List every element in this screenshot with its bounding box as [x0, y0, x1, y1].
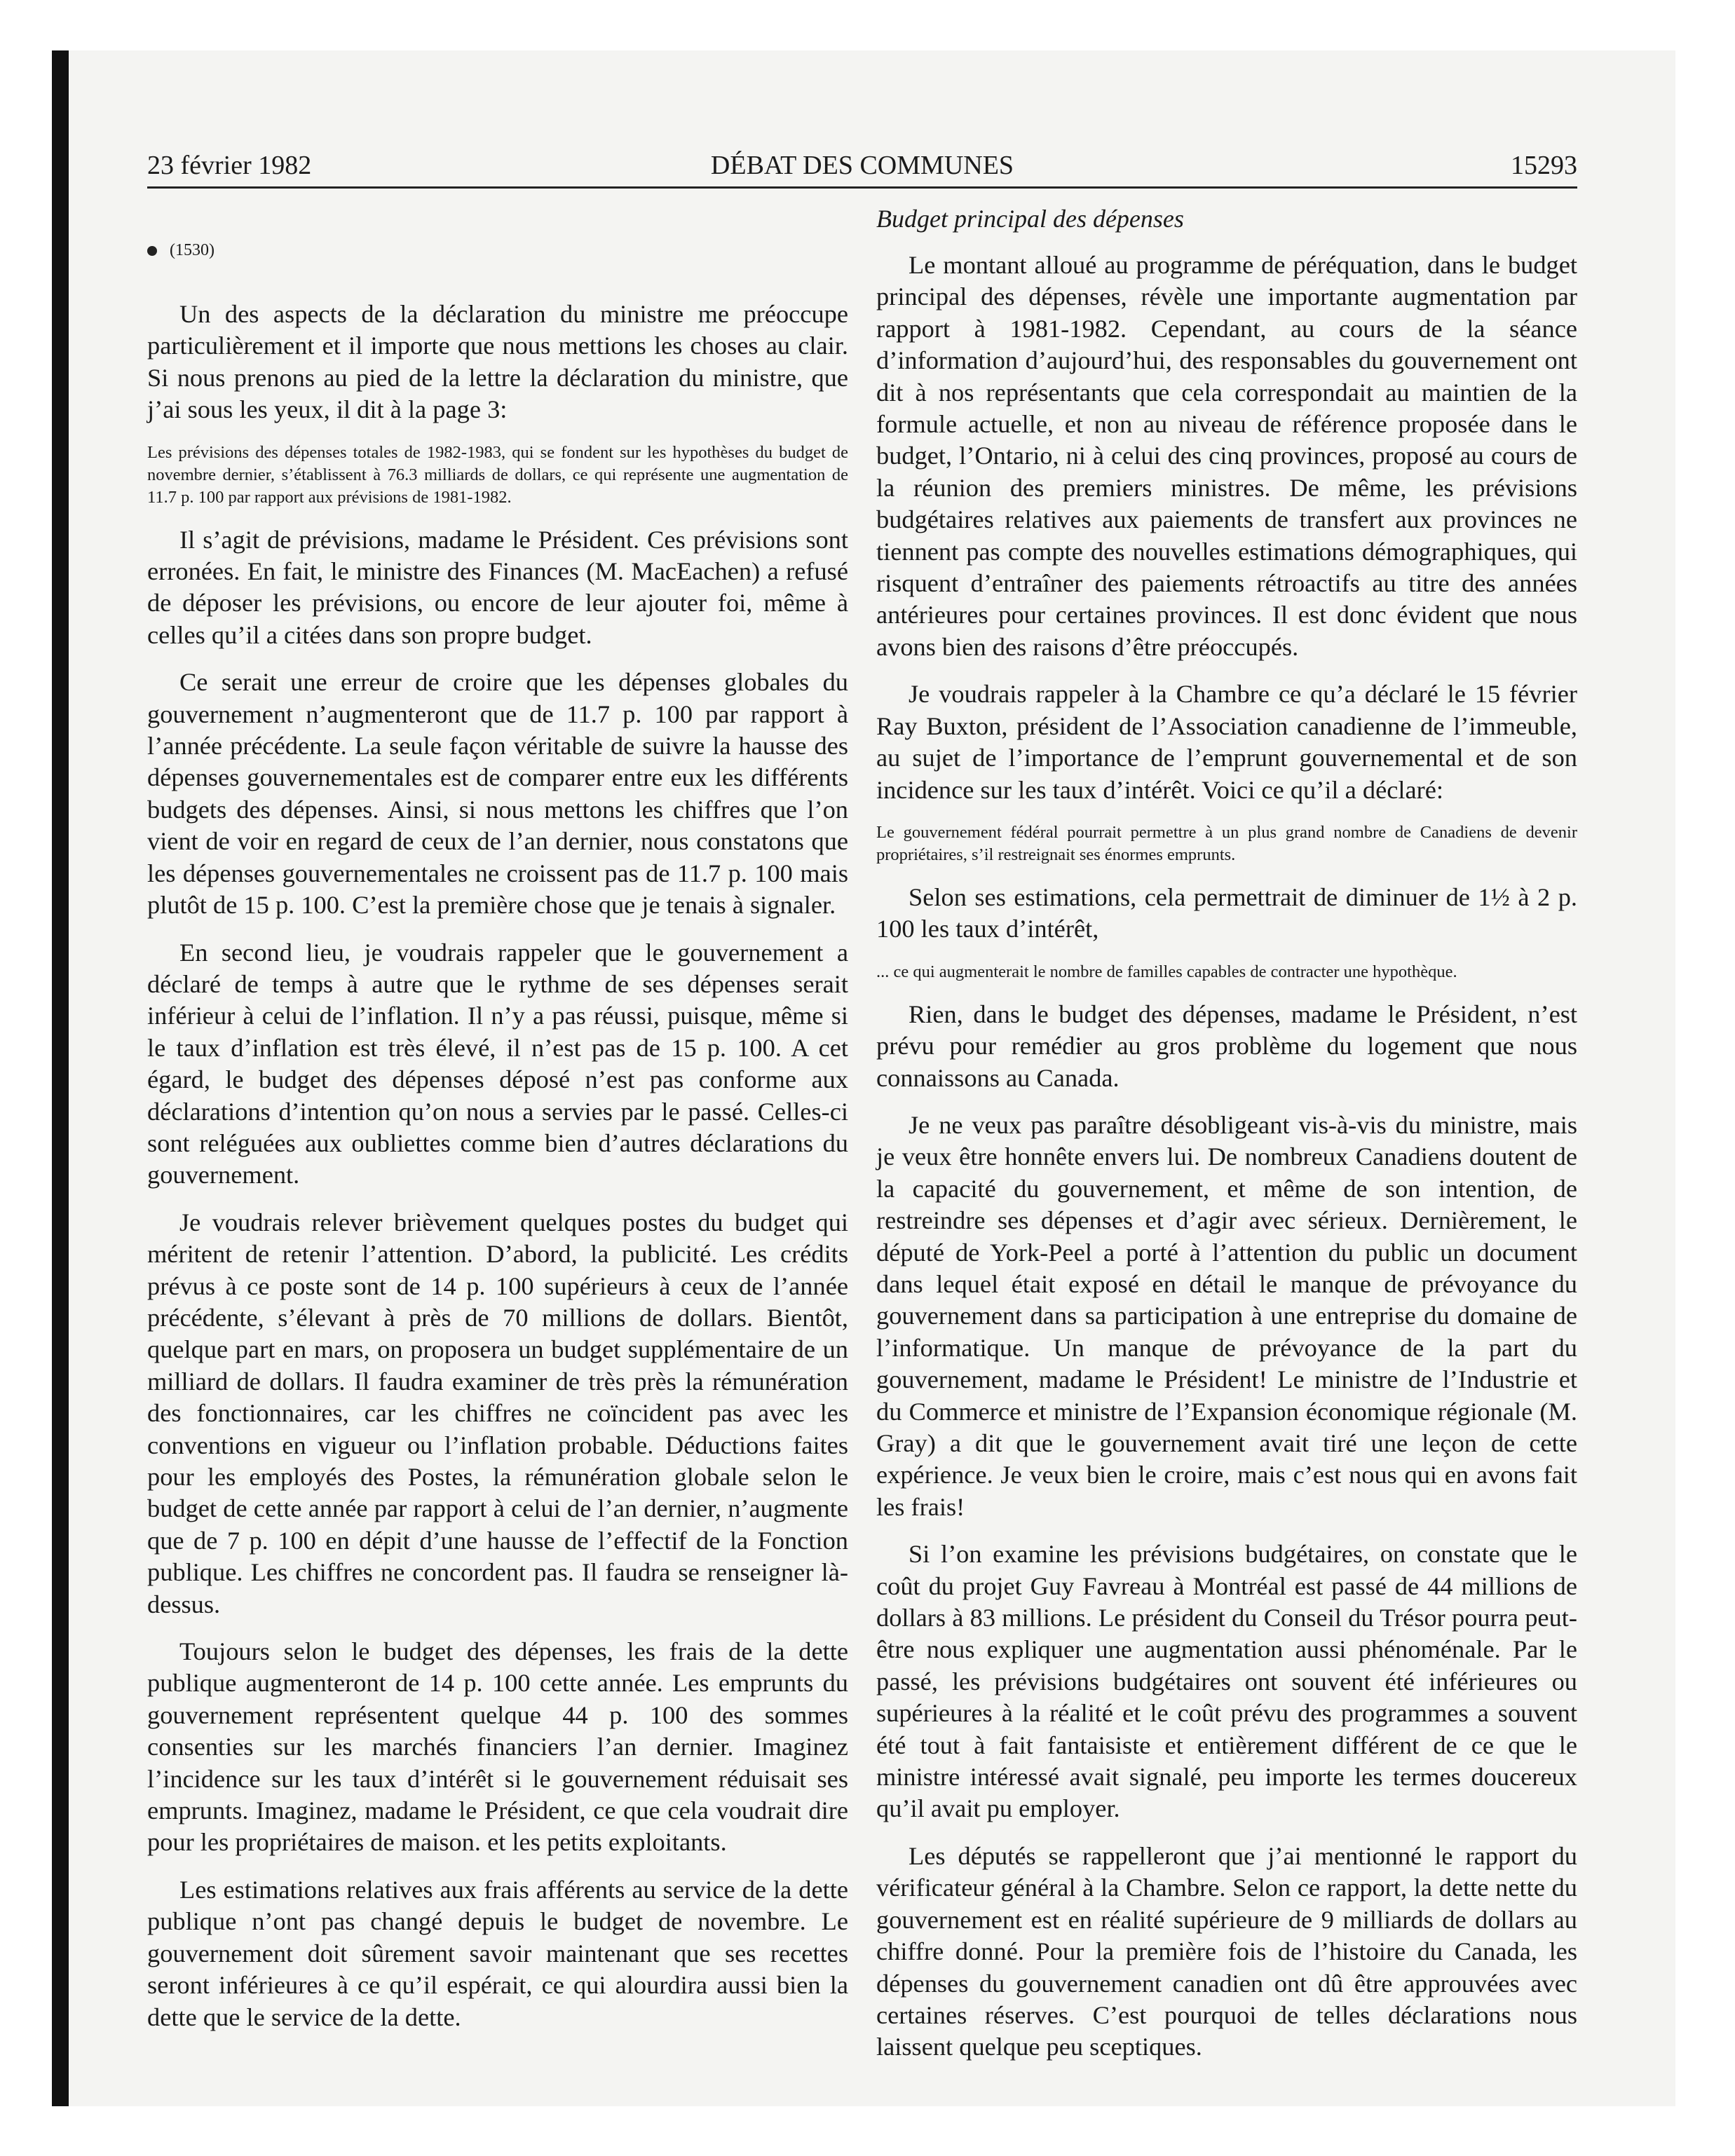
block-quote: ... ce qui augmenterait le nombre de familles capables de contracter une hypothèque. [876, 962, 1457, 981]
time-marker [147, 240, 848, 261]
paragraph: Je voudrais relever brièvement quelques postes du budget qui méritent de retenir l’attention. D’abord, la publicité. Les crédits prévus à ce poste sont de 14 p. 100 supérieurs à ceux de l’année précédente, s’élevant à près de 70 millions de dollars. Bientôt, quelque part en mars, on proposera un budget supplémentaire de un milliard de dollars. Il faudra examiner de très près la rémunération des fonctionnaires, car les chiffres ne coïncident pas avec les conventions en vigueur ou l’inflation probable. Déductions faites pour les employés des Postes, la rémunération globale selon le budget de cette année par rapport à celui de l’an dernier, n’augmente que de 7 p. 100 en dépit d’une hausse de l’effectif de la Fonction publique. Les chiffres ne concordent pas. Il faudra se renseigner là-dessus. [147, 1208, 848, 1618]
header-title: DÉBAT DES COMMUNES [710, 151, 1014, 180]
right-paragraphs [876, 250, 1577, 2063]
section-title: Budget principal des dépenses [876, 205, 1184, 233]
header-page-number: 15293 [1511, 151, 1577, 180]
time-marker-text: (1530) [170, 241, 215, 259]
paragraph: Selon ses estimations, cela permettrait de diminuer de 1½ à 2 p. 100 les taux d’intérêt, [876, 882, 1577, 943]
page-header [147, 147, 1577, 189]
header-date: 23 février 1982 [147, 151, 312, 180]
paragraph: Je ne veux pas paraître désobligeant vis-à-vis du ministre, mais je veux être honnête envers lui. De nombreux Canadiens doutent de la capacité du gouvernement, et même de son intention, de restreindre ses dépenses et d’agir avec sérieux. Dernièrement, le député de York-Peel a porté à l’attention du public un document dans lequel était exposé en détail le manque de prévoyance du gouvernement dans sa participation à une entreprise du domaine de l’informatique. Un manque de prévoyance de la part du gouvernement, madame le Président! Le ministre de l’Industrie et du Commerce et ministre de l’Expansion économique régionale (M. Gray) a dit que le gouvernement avait tiré une leçon de cette expérience. Je veux bien le croire, mais c’est nous qui en avons fait les frais! [876, 1110, 1577, 1521]
left-paragraphs [147, 299, 848, 2033]
paragraph: En second lieu, je voudrais rappeler que le gouvernement a déclaré de temps à autre que le rythme de ses dépenses serait inférieur à celui de l’inflation. Il n’y a pas réussi, puisque, même si le taux d’inflation est très élevé, il n’est pas de 15 p. 100. A cet égard, le budget des dépenses déposé n’est pas conforme aux déclarations d’intention qu’on nous a servies par le passé. Celles-ci sont reléguées aux oubliettes comme bien d’autres déclarations du gouvernement. [147, 938, 848, 1189]
bullet-icon [147, 246, 157, 256]
paragraph: Un des aspects de la déclaration du ministre me préoccupe particulièrement et il importe que nous mettions les choses au clair. Si nous prenons au pied de la lettre la déclaration du ministre, que j’ai sous les yeux, il dit à la page 3: [147, 300, 848, 424]
paragraph: Si l’on examine les prévisions budgétaires, on constate que le coût du projet Guy Favreau à Montréal est passé de 44 millions de dollars à 83 millions. Le président du Conseil du Trésor pourra peut-être nous expliquer une augmentation aussi phénoménale. Par le passé, les prévisions budgétaires ont souvent été inférieures ou supérieures à la réalité et le coût prévu des programmes a souvent été tout à fait fantaisiste et entièrement différent de ce que le ministre intéressé avait signalé, peu importe les termes doucereux qu’il avait pu employer. [876, 1540, 1577, 1823]
scan-edge-bar [52, 50, 69, 2106]
paragraph: Je voudrais rappeler à la Chambre ce qu’a déclaré le 15 février Ray Buxton, président de l’Association canadienne de l’immeuble, au sujet de l’importance de l’emprunt gouvernemental et de son incidence sur les taux d’intérêt. Voici ce qu’il a déclaré: [876, 680, 1577, 804]
paragraph: Il s’agit de prévisions, madame le Président. Ces prévisions sont erronées. En fait, le ministre des Finances (M. MacEachen) a refusé de déposer les prévisions, ou encore de leur ajouter foi, même à celles qu’il a citées dans son propre budget. [147, 525, 848, 649]
block-quote: Le gouvernement fédéral pourrait permettre à un plus grand nombre de Canadiens de devenir propriétaires, s’il restreignait ses énormes emprunts. [876, 822, 1577, 864]
paragraph: Rien, dans le budget des dépenses, madame le Président, n’est prévu pour remédier au gros problème du logement que nous connaissons au Canada. [876, 999, 1577, 1092]
paragraph: Le montant alloué au programme de péréquation, dans le budget principal des dépenses, révèle une importante augmentation par rapport à 1981-1982. Cependant, au cours de la séance d’information d’aujourd’hui, des responsables du gouvernement ont dit à nos représentants que cela correspondait au maintien de la formule actuelle, et non au niveau de référence proposée dans le budget, l’Ontario, ni à celui des cinq provinces, proposé au cours de la réunion des premiers ministres. De même, les prévisions budgétaires relatives aux paiements de transfert aux provinces ne tiennent pas compte des nouvelles estimations démographiques, qui risquent d’entraîner des paiements rétroactifs au titre des années antérieures pour certaines provinces. Il est donc évident que nous avons bien des raisons d’être préoccupés. [876, 251, 1577, 661]
left-column [147, 203, 848, 2049]
paragraph: Toujours selon le budget des dépenses, les frais de la dette publique augmenteront de 14 p. 100 cette année. Les emprunts du gouvernement représentent quelque 44 p. 100 des sommes consenties sur les marchés financiers l’an dernier. Imaginez l’incidence sur les taux d’intérêt si le gouvernement réduisait ses emprunts. Imaginez, madame le Président, ce que cela voudrait dire pour les propriétaires de maison. et les petits exploitants. [147, 1637, 848, 1857]
paragraph: Ce serait une erreur de croire que les dépenses globales du gouvernement n’augmenteront que de 11.7 p. 100 par rapport à l’année précédente. La seule façon véritable de suivre la hausse des dépenses gouvernementales est de comparer entre eux les différents budgets des dépenses. Ainsi, si nous mettons les chiffres que l’on vient de voir en regard de ceux de l’an dernier, nous constatons que les dépenses gouvernementales ne croissent pas de 11.7 p. 100 mais plutôt de 15 p. 100. C’est la première chose que je tenais à signaler. [147, 668, 848, 920]
right-column [876, 203, 1577, 2079]
block-quote: Les prévisions des dépenses totales de 1982-1983, qui se fondent sur les hypothèses du budget de novembre dernier, s’établissent à 76.3 milliards de dollars, ce qui représente une augmentation de 11.7 p. 100 par rapport aux prévisions de 1981-1982. [147, 442, 848, 507]
paragraph: Les estimations relatives aux frais afférents au service de la dette publique n’ont pas changé depuis le budget de novembre. Le gouvernement doit sûrement savoir maintenant que ses recettes seront inférieures à ce qu’il espérait, ce qui alourdira aussi bien la dette que le service de la dette. [147, 1875, 848, 2031]
paragraph: Les députés se rappelleront que j’ai mentionné le rapport du vérificateur général à la Chambre. Selon ce rapport, la dette nette du gouvernement est en réalité supérieure de 9 milliards de dollars au chiffre donné. Pour la première fois de l’histoire du Canada, les dépenses du gouvernement canadien ont dû être approuvées avec certaines réserves. C’est pourquoi de telles déclarations nous laissent quelque peu sceptiques. [876, 1841, 1577, 2061]
